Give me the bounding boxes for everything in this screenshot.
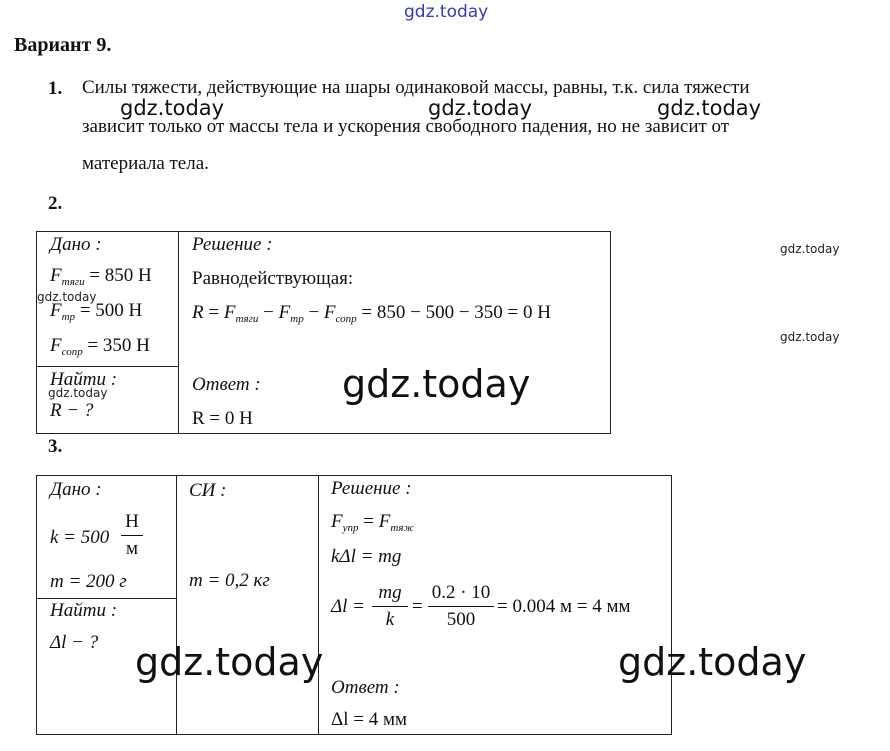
table-divider <box>176 475 177 734</box>
solution-label: Решение : <box>331 478 412 499</box>
watermark: gdz.today <box>657 96 762 120</box>
fraction-numeric: 0.2 · 10 500 <box>428 582 494 631</box>
table-divider <box>178 231 179 433</box>
watermark: gdz.today <box>618 640 807 684</box>
watermark: gdz.today <box>48 386 108 400</box>
page-title: Вариант 9. <box>14 34 112 56</box>
given-label: Дано : <box>50 234 102 255</box>
answer-value: R = 0 Н <box>192 408 253 429</box>
task1-number: 1. <box>48 78 63 99</box>
watermark: gdz.today <box>37 290 97 304</box>
si-value: m = 0,2 кг <box>189 570 270 591</box>
resultant-label: Равнодействующая: <box>192 268 354 289</box>
equation-hooke: kΔl = mg <box>331 546 402 567</box>
table-divider <box>36 366 179 367</box>
unit-fraction: Н м <box>121 511 143 560</box>
find-value: R − ? <box>50 400 94 421</box>
table-divider <box>318 475 319 734</box>
watermark: gdz.today <box>780 330 840 344</box>
given-friction: $F_{тр} = 500$ Н <box>50 300 143 323</box>
task2-number: 2. <box>48 193 63 214</box>
answer-label: Ответ : <box>192 374 261 395</box>
watermark: gdz.today <box>342 362 531 406</box>
given-mass: m = 200 г <box>50 571 127 592</box>
given-k: k = 500 <box>50 527 110 548</box>
equation: $R = F_{тяги} - F_{тр} - F_{сопр} = 850 - 500 - 350 = 0$ Н <box>192 302 551 325</box>
find-label: Найти : <box>50 600 118 621</box>
solution-label: Решение : <box>192 234 273 255</box>
equation-forces: $F_{упр} = F_{тяж}$ <box>331 511 414 534</box>
given-label: Дано : <box>50 479 102 500</box>
equals-sign: = <box>412 596 423 617</box>
answer-label: Ответ : <box>331 677 400 698</box>
equation-result: = 0.004 м = 4 мм <box>497 596 631 617</box>
task3-number: 3. <box>48 436 63 457</box>
delta-l-label: Δl = <box>331 596 366 617</box>
answer-value: Δl = 4 мм <box>331 709 408 730</box>
find-value: Δl − ? <box>50 632 99 653</box>
watermark: gdz.today <box>428 96 533 120</box>
task1-line3: материала тела. <box>82 153 209 174</box>
task1-line1: Силы тяжести, действующие на шары одинаковой массы, равны, т.к. сила тяжести <box>82 77 750 98</box>
task1-line2: зависит только от массы тела и ускорения свободного падения, но не зависит от <box>82 116 730 137</box>
given-thrust: $F_{тяги} = 850$ Н <box>50 265 152 288</box>
watermark: gdz.today <box>120 96 225 120</box>
find-label: Найти : <box>50 369 118 390</box>
given-resistance: $F_{сопр} = 350$ Н <box>50 335 150 358</box>
watermark: gdz.today <box>135 640 324 684</box>
si-label: СИ : <box>189 480 227 501</box>
fraction-mg-k: mg k <box>372 582 408 631</box>
watermark-top: gdz.today <box>404 2 489 22</box>
table-divider <box>36 598 177 599</box>
watermark: gdz.today <box>780 242 840 256</box>
